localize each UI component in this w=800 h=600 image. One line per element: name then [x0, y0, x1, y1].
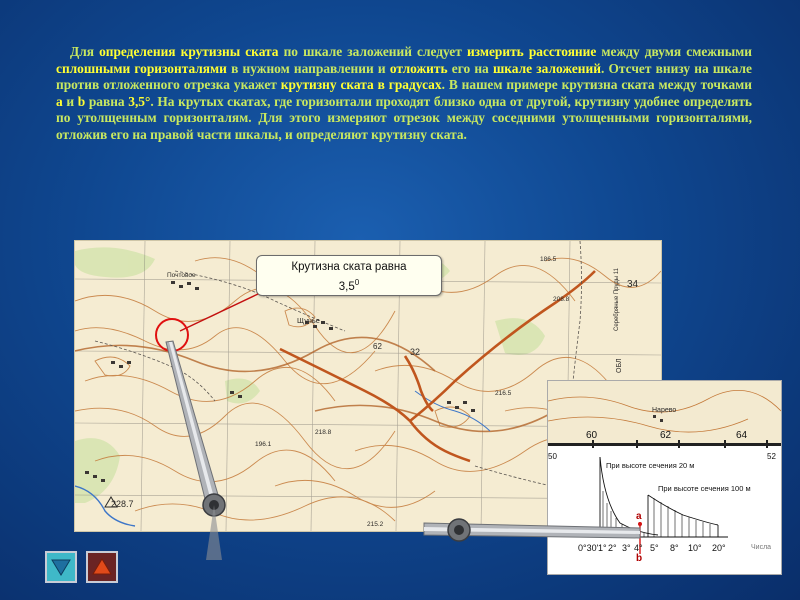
- scale-corner-label: Числа: [751, 544, 772, 551]
- scale-grid-label: 52: [767, 452, 776, 461]
- map-label-grid: 32: [410, 347, 421, 357]
- callout-value-line: [257, 275, 441, 295]
- point-a-marker: [638, 522, 642, 526]
- highlight-text: крутизну ската в градусах: [280, 77, 442, 93]
- text-run: в нужном направлении и: [226, 60, 390, 76]
- map-label-height: 218.8: [315, 429, 332, 436]
- scale-frame-line: [548, 443, 781, 446]
- scale-curve-100m: [648, 495, 718, 537]
- scale-map-place-label: Нарево: [652, 407, 677, 414]
- map-label-height: 215.2: [367, 521, 384, 528]
- scale-caption-20m: При высоте сечения 20 м: [606, 461, 695, 470]
- stream: [415, 391, 490, 431]
- highlight-text: b: [77, 93, 86, 109]
- scale-grid-label: 62: [660, 430, 672, 441]
- scale-caption-100m: При высоте сечения 100 м: [658, 484, 751, 493]
- highlight-text: отложить: [389, 60, 448, 76]
- text-run: по шкале заложений следует: [278, 44, 467, 59]
- callout-degree: 0: [354, 278, 360, 287]
- scale-tick-labels: [578, 543, 726, 553]
- scale-tick-label: 10°: [688, 543, 702, 553]
- text-run: равна: [85, 93, 129, 109]
- map-label-height: 216.5: [495, 390, 512, 397]
- map-label-region: ОБЛ: [616, 358, 623, 373]
- map-label-road: Серебряные Пруды 11: [614, 268, 620, 331]
- prev-slide-button[interactable]: [45, 551, 77, 583]
- map-label-height: 62: [373, 342, 382, 351]
- text-run: . На крутых скатах, где горизонтали проходят близко одна от другой, крутизну удобнее определять по утолщенным горизонталям. Для этого измеряют отрезок между соседними утолщенными горизонталями, отложив его на правой части шкалы, и определяют крутизну ската.: [56, 93, 752, 142]
- callout-text: Крутизна ската равна: [291, 261, 407, 273]
- slope-scale-graphics: [548, 381, 781, 574]
- triangle-down-icon: [51, 558, 71, 576]
- scale-tick-label: 3°: [622, 543, 631, 553]
- point-a-label: а: [636, 511, 642, 522]
- map-label-height: 186.5: [540, 256, 557, 263]
- scale-grid-label: 50: [548, 452, 557, 461]
- text-run: Для: [70, 44, 100, 59]
- map-elevation-label: 228.7: [111, 499, 134, 509]
- highlight-text: а: [56, 93, 63, 109]
- highlight-text: 3,5°: [128, 93, 151, 109]
- slide-body-text: [56, 44, 752, 144]
- highlight-text: шкале заложений: [492, 60, 601, 76]
- map-label-village: Щучье: [297, 316, 320, 325]
- scale-grid-label: 60: [586, 430, 598, 441]
- scale-tick-label: 0°30': [578, 543, 599, 553]
- scale-tick-label: 8°: [670, 543, 679, 553]
- slope-callout: [256, 255, 442, 296]
- text-run: и: [62, 93, 78, 109]
- highlight-text: определения крутизны ската: [99, 44, 279, 59]
- text-run: . В нашем примере крутизна ската между точками: [441, 77, 752, 93]
- highlight-text: измерить расстояние: [466, 44, 597, 59]
- slope-scale-inset: [547, 380, 782, 575]
- text-run: . Отсчет внизу на шкале против отложенного отрезка укажет: [56, 60, 752, 93]
- map-label-grid: 34: [627, 279, 639, 290]
- map-label-height: 208.8: [553, 296, 570, 303]
- scale-tick-label: 20°: [712, 543, 726, 553]
- callout-value: 3,5: [338, 280, 355, 293]
- scale-tick-label: 4°: [634, 543, 643, 553]
- text-run: его на: [447, 60, 493, 76]
- text-run: между двумя смежными: [596, 44, 752, 59]
- scale-tick-label: 2°: [608, 543, 617, 553]
- triangle-up-icon: [92, 558, 112, 576]
- point-b-label: b: [636, 553, 643, 564]
- next-slide-button[interactable]: [86, 551, 118, 583]
- scale-tick-label: 5°: [650, 543, 659, 553]
- scale-grid-label: 64: [736, 430, 748, 441]
- highlight-text: сплошными горизонталями: [56, 60, 227, 76]
- scale-tick-label: 1°: [598, 543, 607, 553]
- map-label-height: 196.1: [255, 441, 272, 448]
- map-label-village: Почтовое: [167, 272, 196, 279]
